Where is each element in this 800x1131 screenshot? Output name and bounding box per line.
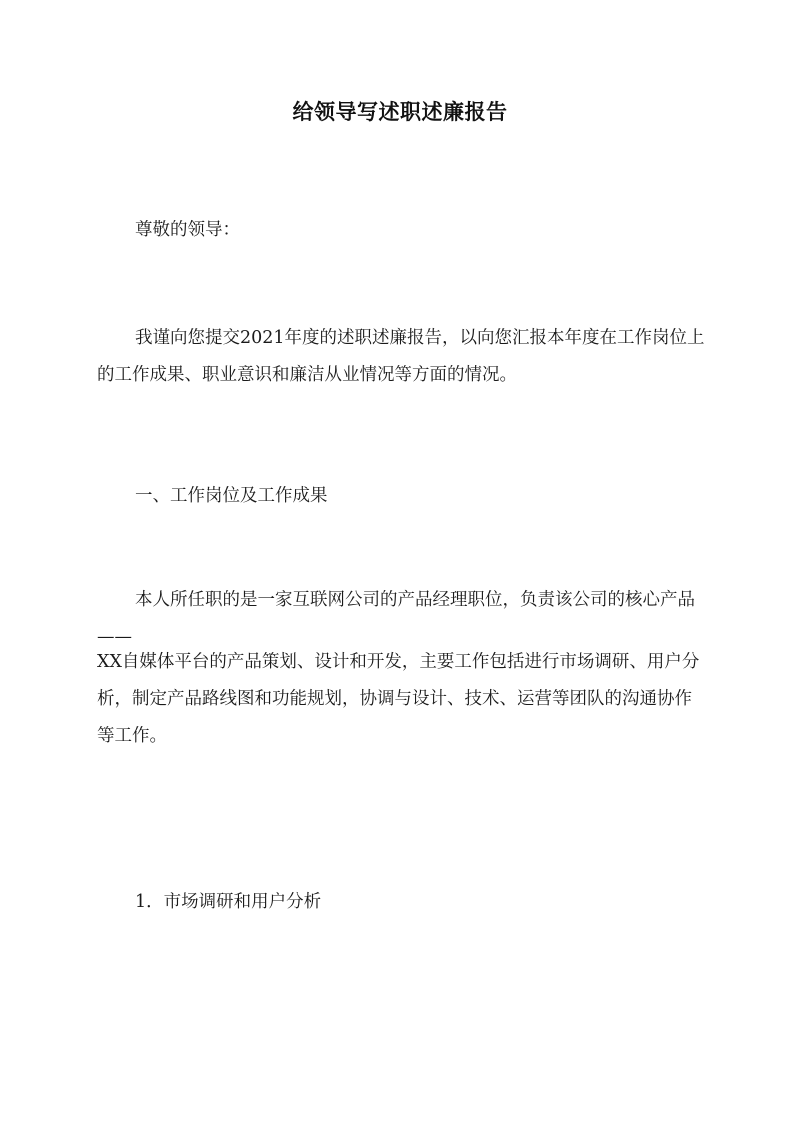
section-heading-1: 一、工作岗位及工作成果 — [135, 486, 328, 506]
greeting-line: 尊敬的领导： — [135, 220, 240, 240]
document-title: 给领导写述职述廉报告 — [292, 99, 508, 124]
subsection-heading-1: 1．市场调研和用户分析 — [135, 892, 322, 912]
intro-paragraph: 我谨向您提交2021年度的述职述廉报告，以向您汇报本年度在工作岗位上的工作成果、职业意识和廉洁从业情况等方面的情况。 — [97, 328, 705, 385]
section1-paragraph-part2: XX自媒体平台的产品策划、设计和开发，主要工作包括进行市场调研、用户分析，制定产品路线图和功能规划，协调与设计、技术、运营等团队的沟通协作等工作。 — [97, 652, 700, 746]
section1-paragraph-part1: 本人所任职的是一家互联网公司的产品经理职位，负责该公司的核心产品—— — [97, 590, 695, 647]
